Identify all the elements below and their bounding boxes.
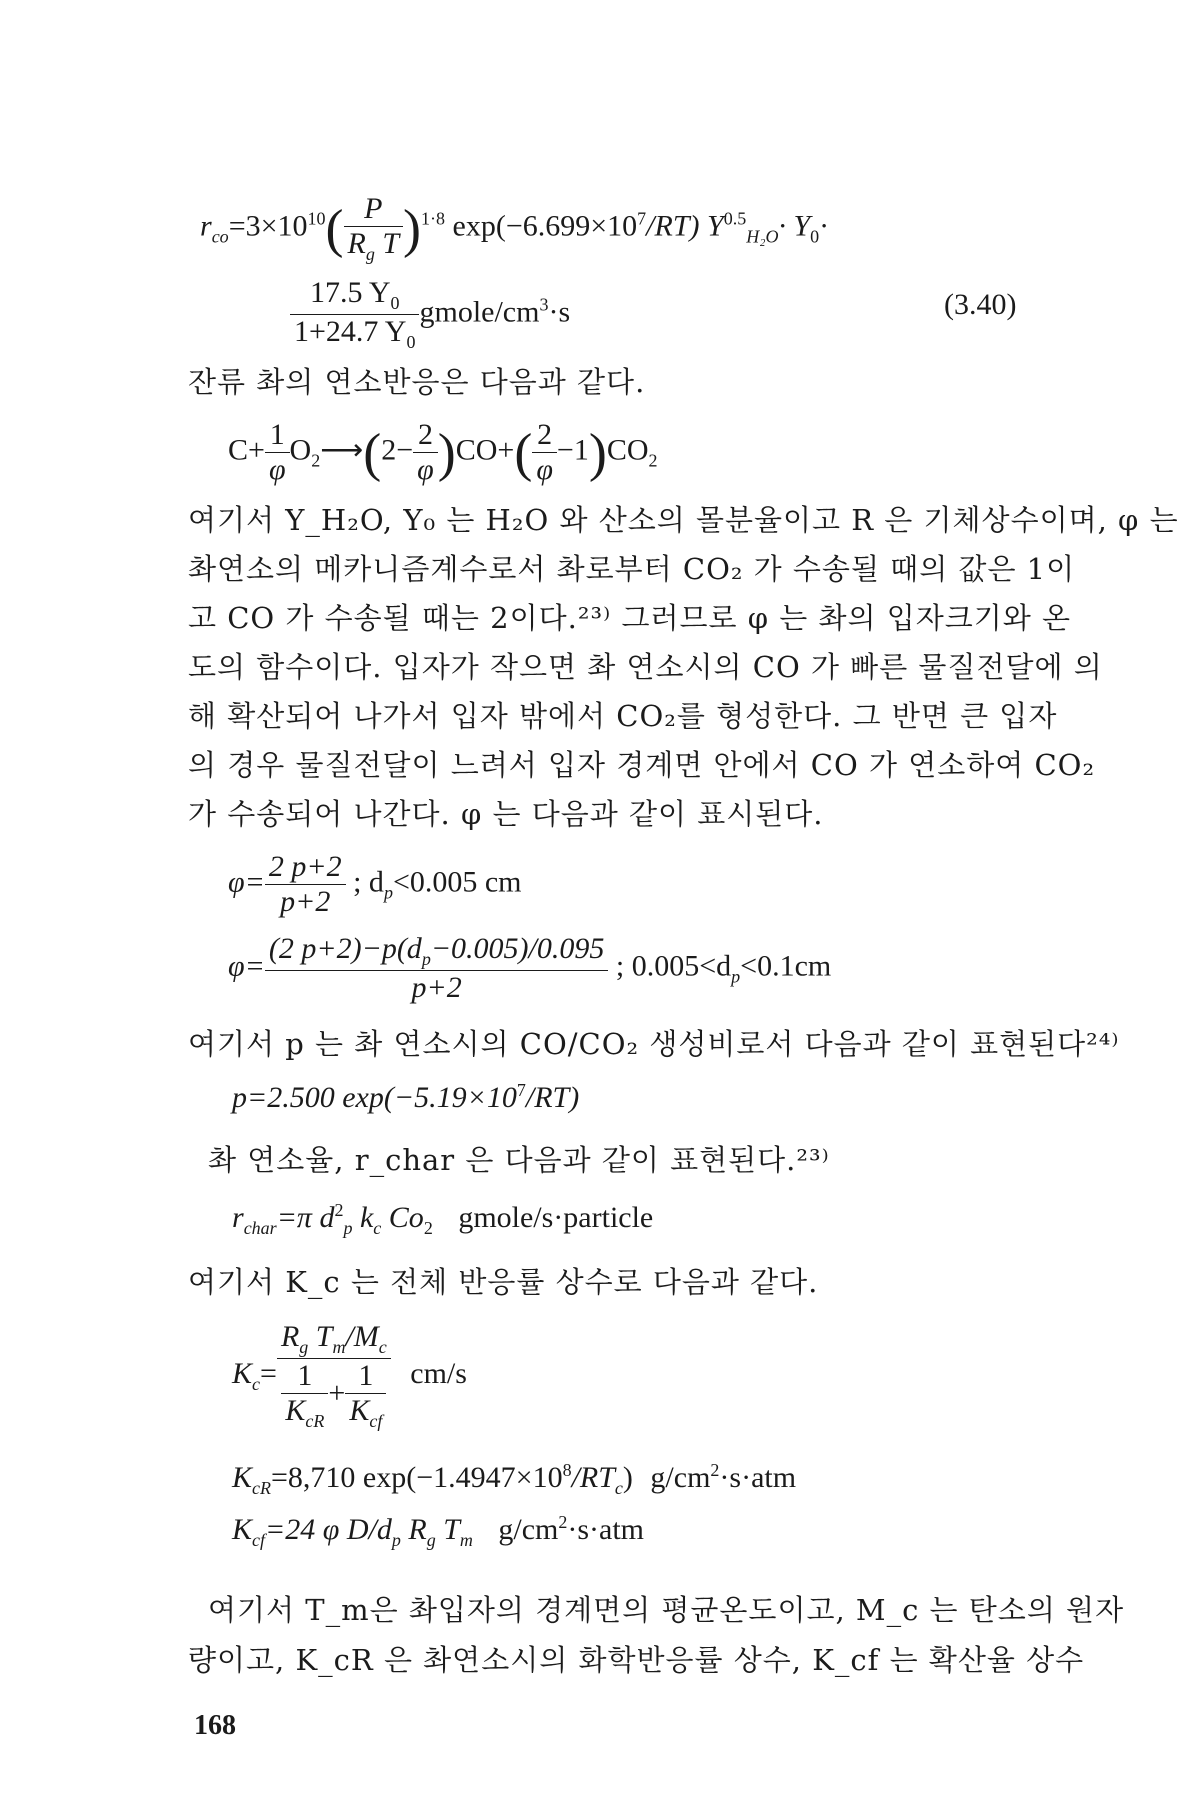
rchar-lhs: r xyxy=(232,1201,244,1234)
paragraph-line: 잔류 촤의 연소반응은 다음과 같다. xyxy=(188,365,646,399)
eq-coef: =3×10 xyxy=(228,209,308,243)
p-ratio-equation xyxy=(232,1080,579,1115)
rchar-mid-sup: 2 xyxy=(334,1200,344,1220)
left-paren: ( xyxy=(363,422,382,483)
paragraph-line: 도의 함수이다. 입자가 작으면 촤 연소시의 CO 가 빠른 물질전달에 의 xyxy=(188,650,1103,684)
phi-equation-large-particle xyxy=(228,932,831,1005)
kcf-rhs-sub: p xyxy=(391,1530,401,1550)
y0-sub: 0 xyxy=(810,226,820,247)
left-paren: ( xyxy=(325,198,344,259)
num-sub: p xyxy=(421,949,431,969)
rchar-unit: gmole/s·particle xyxy=(458,1201,654,1234)
paragraph-line: 촤연소의 메카니즘계수로서 촤로부터 CO₂ 가 수송될 때의 값은 1이 xyxy=(188,552,1076,586)
kcf-rg: R xyxy=(400,1513,427,1546)
kcr-lhs: K xyxy=(232,1461,253,1494)
kcf-unit: g/cm xyxy=(498,1513,559,1546)
kcr-unit: g/cm xyxy=(650,1461,711,1494)
right-paren: ) xyxy=(437,422,456,483)
char-reaction-equation xyxy=(228,418,658,487)
phi-lhs: φ= xyxy=(228,865,265,899)
eq-lhs: r xyxy=(200,209,212,243)
den-r-sub: g xyxy=(365,244,375,264)
kcr-unit-sup: 2 xyxy=(710,1460,720,1480)
reaction-fraction-1 xyxy=(265,418,290,487)
kcf-unit-sup: 2 xyxy=(558,1512,568,1532)
two-minus: 2− xyxy=(381,433,414,467)
den-t: T xyxy=(382,227,400,260)
den-r: R xyxy=(347,227,366,260)
unit-sup: 3 xyxy=(539,294,549,315)
kc-equals: = xyxy=(260,1356,277,1390)
equation-3-40-line1 xyxy=(200,192,829,265)
kcf-unit-tail: ·s·atm xyxy=(567,1513,645,1546)
kcr-unit-tail: ·s·atm xyxy=(719,1461,797,1494)
condition-sub: p xyxy=(383,882,393,903)
right-paren: ) xyxy=(403,198,422,259)
char-combustion-rate-equation xyxy=(232,1200,653,1239)
condition-tail: <0.005 cm xyxy=(392,865,522,899)
kc-fraction xyxy=(277,1320,391,1432)
carbon: C+ xyxy=(228,433,265,467)
equation-number: (3.40) xyxy=(944,288,1017,321)
page-number: 168 xyxy=(194,1710,236,1741)
paragraph-line: 의 경우 물질전달이 느려서 입자 경계면 안에서 CO 가 연소하여 CO₂ xyxy=(188,748,1096,782)
kc-lhs-sub: c xyxy=(252,1373,261,1394)
fraction-denominator xyxy=(290,315,419,353)
kcr-close: ) xyxy=(622,1461,633,1494)
fraction-denominator xyxy=(345,1394,386,1432)
condition-tail: <0.1cm xyxy=(740,949,832,983)
rchar-mid-sub: p xyxy=(343,1218,353,1238)
num-text: (2 p+2)−p(d xyxy=(268,932,422,965)
condition: ; d xyxy=(353,865,384,899)
num-sub: 0 xyxy=(390,293,400,313)
num-r-sub: g xyxy=(299,1337,309,1357)
paragraph-line: 가 수송되어 나간다. φ 는 다음과 같이 표시된다. xyxy=(188,797,824,831)
fraction-numerator xyxy=(290,276,419,315)
kcf-tm-sub: m xyxy=(459,1530,473,1550)
exp-term-sup: 7 xyxy=(637,208,647,229)
fraction-denominator xyxy=(277,1359,391,1432)
den-text: 1+24.7 Y xyxy=(294,315,407,348)
oxygen: O xyxy=(289,433,312,467)
num-m: /M xyxy=(345,1320,379,1353)
eq-lhs-sub: co xyxy=(211,226,229,247)
overall-rate-constant-equation xyxy=(232,1320,467,1432)
paragraph-line: 여기서 Y_H₂O, Y₀ 는 H₂O 와 산소의 몰분율이고 R 은 기체상수이며, φ 는 xyxy=(188,503,1179,537)
rchar-kc: k xyxy=(352,1201,374,1234)
num-tail: −0.005)/0.095 xyxy=(430,932,605,965)
fraction-numerator: 1 xyxy=(281,1359,328,1394)
pressure-fraction xyxy=(344,192,404,265)
p-eq-text: p=2.500 exp(−5.19×10 xyxy=(232,1081,517,1114)
kcf-tm: T xyxy=(435,1513,460,1546)
kcf-lhs: K xyxy=(232,1513,253,1546)
kcf-lhs-sub: cf xyxy=(252,1530,266,1550)
fraction-denominator: φ xyxy=(417,453,434,486)
kcf-rhs: =24 φ D/d xyxy=(265,1513,392,1546)
kcr-tail: /RT xyxy=(571,1461,615,1494)
den-k-sub: cR xyxy=(305,1411,325,1431)
right-paren: ) xyxy=(588,422,607,483)
fraction-denominator xyxy=(344,227,404,265)
fraction-denominator: φ xyxy=(536,453,553,486)
unit-tail: ·s xyxy=(548,295,571,329)
oxygen-fraction xyxy=(290,276,419,353)
fraction-denominator: φ xyxy=(268,453,286,486)
condition-sub: p xyxy=(731,966,741,987)
kcr-rhs: =8,710 exp(−1.4947×10 xyxy=(271,1461,563,1494)
exp-term-tail: /RT) Y xyxy=(646,209,724,243)
oxygen-sub: 2 xyxy=(311,450,321,471)
paragraph-line: 여기서 T_m은 촤입자의 경계면의 평균온도이고, M_c 는 탄소의 원자 xyxy=(208,1593,1125,1627)
den-k-sub: cf xyxy=(369,1411,383,1431)
rchar-co: Co xyxy=(381,1201,424,1234)
fraction-denominator: p+2 xyxy=(280,885,331,918)
num-t: T xyxy=(308,1320,333,1353)
den-k: K xyxy=(349,1394,370,1427)
p-eq-tail: /RT) xyxy=(525,1081,580,1114)
reaction-arrow: ⟶ xyxy=(320,433,364,467)
fraction-numerator xyxy=(265,932,609,971)
paragraph-line: 고 CO 가 수송될 때는 2이다.²³⁾ 그러므로 φ 는 촤의 입자크기와 온 xyxy=(188,601,1072,635)
condition: ; 0.005<d xyxy=(615,949,732,983)
y-sub: H₂O xyxy=(746,226,779,247)
kcf-inverse xyxy=(345,1359,386,1432)
rchar-co-sub: 2 xyxy=(423,1218,433,1238)
fraction-numerator: 1 xyxy=(345,1359,386,1394)
paragraph-line: 량이고, K_cR 은 촤연소시의 화학반응률 상수, K_cf 는 확산율 상수 xyxy=(188,1643,1085,1677)
y0: · Y xyxy=(778,209,811,243)
rchar-mid: =π d xyxy=(276,1201,335,1234)
y-sup: 0.5 xyxy=(723,208,747,229)
kc-unit: cm/s xyxy=(410,1356,467,1390)
paragraph-line: 여기서 K_c 는 전체 반응률 상수로 다음과 같다. xyxy=(188,1265,819,1299)
den-k: K xyxy=(285,1394,306,1427)
fraction-numerator: P xyxy=(344,192,404,227)
fraction-numerator: 2 xyxy=(532,418,557,453)
unit: gmole/cm xyxy=(419,295,540,329)
eq-dot: · xyxy=(819,209,830,243)
paren-exponent: 1·8 xyxy=(421,208,446,229)
carbon-dioxide-sub: 2 xyxy=(648,450,658,471)
diffusion-rate-constant-equation xyxy=(232,1512,644,1551)
left-paren: ( xyxy=(514,422,533,483)
kcr-lhs-sub: cR xyxy=(252,1478,271,1498)
fraction-numerator: 2 p+2 xyxy=(265,850,346,885)
paragraph-line: 촤 연소율, r_char 은 다음과 같이 표현된다.²³⁾ xyxy=(208,1143,830,1177)
fraction-denominator xyxy=(281,1394,328,1432)
fraction-numerator: 2 xyxy=(413,418,438,453)
carbon-monoxide: CO+ xyxy=(455,433,515,467)
num-text: 17.5 Y xyxy=(309,276,391,309)
num-t-sub: m xyxy=(332,1337,346,1357)
kcf-rg-sub: g xyxy=(426,1530,436,1550)
num-r: R xyxy=(280,1320,300,1353)
paragraph-line: 해 확산되어 나가서 입자 밖에서 CO₂를 형성한다. 그 반면 큰 입자 xyxy=(188,699,1058,733)
num-m-sub: c xyxy=(378,1337,387,1357)
exp-term: exp(−6.699×10 xyxy=(452,209,638,243)
kcr-inverse xyxy=(281,1359,328,1432)
phi-fraction xyxy=(265,850,346,919)
fraction-numerator xyxy=(277,1320,391,1359)
kcr-sup: 8 xyxy=(562,1460,572,1480)
phi-equation-small-particle xyxy=(228,850,522,919)
phi-fraction xyxy=(265,932,609,1005)
den-sub: 0 xyxy=(406,332,416,352)
reaction-fraction-3 xyxy=(532,418,557,487)
reaction-fraction-2 xyxy=(413,418,438,487)
kc-lhs: K xyxy=(232,1356,253,1390)
carbon-dioxide: CO xyxy=(606,433,649,467)
phi-lhs: φ= xyxy=(228,949,265,983)
paragraph-line: 여기서 p 는 촤 연소시의 CO/CO₂ 생성비로서 다음과 같이 표현된다²⁴⁾ xyxy=(188,1027,1120,1061)
fraction-numerator: 1 xyxy=(265,418,290,453)
fraction-denominator: p+2 xyxy=(411,971,462,1004)
kcr-tail-sub: c xyxy=(614,1478,623,1498)
minus-one: −1 xyxy=(556,433,589,467)
rchar-kc-sub: c xyxy=(373,1218,382,1238)
p-eq-sup: 7 xyxy=(516,1080,526,1100)
eq-coef-exp: 10 xyxy=(307,208,326,229)
plus-sign: + xyxy=(328,1376,346,1410)
equation-3-40-line2 xyxy=(290,276,570,353)
chemical-rate-constant-equation xyxy=(232,1460,796,1499)
rchar-lhs-sub: char xyxy=(243,1218,277,1238)
